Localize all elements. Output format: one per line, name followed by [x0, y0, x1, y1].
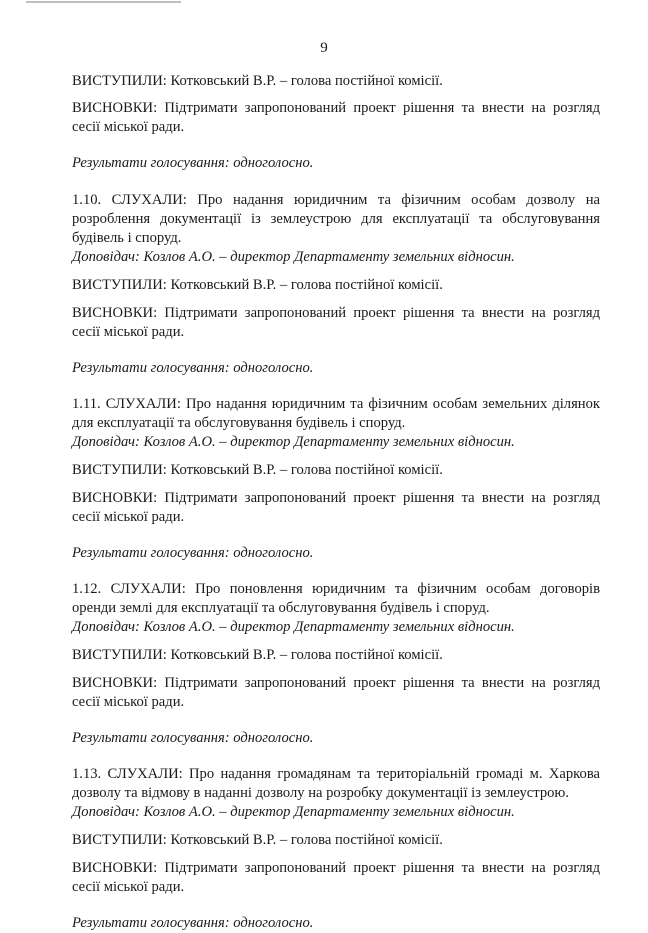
speaker-line: Доповідач: Козлов А.О. – директор Департаменту земельних відносин.: [72, 804, 515, 820]
agenda-item-1-11: [72, 395, 600, 563]
agenda-item-1-13: [72, 765, 600, 933]
document-body: [72, 72, 600, 933]
spoke-line: ВИСТУПИЛИ: Котковський В.Р. – голова постійної комісії.: [72, 277, 443, 293]
heard-paragraph: 1.11. СЛУХАЛИ: Про надання юридичним та фізичним особам земельних ділянок для експлуатації та обслуговування будівель і споруд.: [72, 396, 600, 431]
spoke-line: ВИСТУПИЛИ: Котковський В.Р. – голова постійної комісії.: [72, 832, 443, 848]
scan-artifact-line: [26, 1, 181, 3]
vote-result: Результати голосування: одноголосно.: [72, 915, 314, 931]
vote-result: Результати голосування: одноголосно.: [72, 730, 314, 746]
conclusions-line: ВИСНОВКИ: Підтримати запропонований проект рішення та внести на розгляд сесії міської ради.: [72, 100, 600, 135]
conclusions-line: ВИСНОВКИ: Підтримати запропонований проект рішення та внести на розгляд сесії міської ради.: [72, 305, 600, 340]
vote-result: Результати голосування: одноголосно.: [72, 360, 314, 376]
conclusions-line: ВИСНОВКИ: Підтримати запропонований проект рішення та внести на розгляд сесії міської ради.: [72, 675, 600, 710]
page-number: 9: [320, 40, 328, 56]
heard-paragraph: 1.13. СЛУХАЛИ: Про надання громадянам та територіальній громаді м. Харкова дозволу та відмову в наданні дозволу на розробку документації із землеустрою.: [72, 766, 600, 801]
speaker-line: Доповідач: Козлов А.О. – директор Департаменту земельних відносин.: [72, 619, 515, 635]
agenda-item-1-10: [72, 191, 600, 378]
heard-paragraph: 1.10. СЛУХАЛИ: Про надання юридичним та фізичним особам дозволу на розроблення документації із землеустрою для експлуатації та обслуговування будівель і споруд.: [72, 192, 600, 246]
spoke-line: ВИСТУПИЛИ: Котковський В.Р. – голова постійної комісії.: [72, 647, 443, 663]
heard-paragraph: 1.12. СЛУХАЛИ: Про поновлення юридичним та фізичним особам договорів оренди землі для експлуатації та обслуговування будівель і споруд.: [72, 581, 600, 616]
agenda-item-1-12: [72, 580, 600, 748]
vote-result: Результати голосування: одноголосно.: [72, 545, 314, 561]
vote-result: Результати голосування: одноголосно.: [72, 155, 314, 171]
spoke-line: ВИСТУПИЛИ: Котковський В.Р. – голова постійної комісії.: [72, 73, 443, 89]
conclusions-line: ВИСНОВКИ: Підтримати запропонований проект рішення та внести на розгляд сесії міської ради.: [72, 490, 600, 525]
speaker-line: Доповідач: Козлов А.О. – директор Департаменту земельних відносин.: [72, 434, 515, 450]
spoke-line: ВИСТУПИЛИ: Котковський В.Р. – голова постійної комісії.: [72, 462, 443, 478]
conclusions-line: ВИСНОВКИ: Підтримати запропонований проект рішення та внести на розгляд сесії міської ради.: [72, 860, 600, 895]
speaker-line: Доповідач: Козлов А.О. – директор Департаменту земельних відносин.: [72, 249, 515, 265]
